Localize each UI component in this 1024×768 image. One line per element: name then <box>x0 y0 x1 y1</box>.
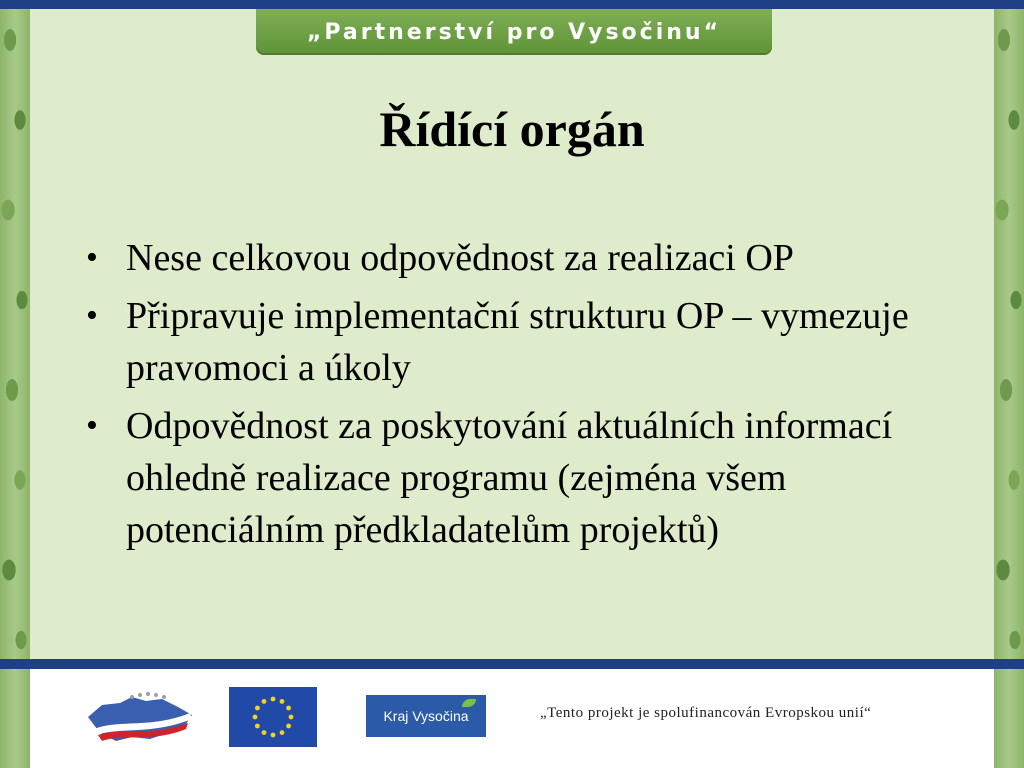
banner-text: „Partnerství pro Vysočinu“ <box>306 19 722 45</box>
bullet-list <box>86 232 966 562</box>
bullet-item <box>86 290 966 394</box>
cofinancing-note: „Tento projekt je spolufinancován Evropskou unií“ <box>540 705 872 721</box>
bullet-marker: • <box>86 407 98 444</box>
bullet-item <box>86 232 966 284</box>
slide-title: Řídící orgán <box>379 101 645 157</box>
bullet-text: Nese celkovou odpovědnost za realizaci OP <box>126 237 794 279</box>
left-leaf-border <box>0 0 30 768</box>
header-banner <box>256 9 772 55</box>
bullet-marker: • <box>86 297 98 334</box>
right-leaf-border <box>994 0 1024 768</box>
eu-flag-logo <box>229 687 317 747</box>
bullet-text: Připravuje implementační strukturu OP – vymezuje pravomoci a úkoly <box>126 295 909 389</box>
kraj-vysocina-logo <box>366 695 486 737</box>
bullet-marker: • <box>86 239 98 276</box>
footer <box>30 669 994 768</box>
leaf-icon <box>462 699 476 707</box>
bullet-item <box>86 400 966 556</box>
bottom-rule <box>0 659 1024 669</box>
top-rule <box>0 0 1024 9</box>
kraj-vysocina-text: Kraj Vysočina <box>383 708 469 724</box>
bullet-text: Odpovědnost za poskytování aktuálních informací ohledně realizace programu (zejména všem potenciálním předkladatelům projektů) <box>126 405 893 551</box>
czech-republic-map-logo <box>80 689 200 749</box>
